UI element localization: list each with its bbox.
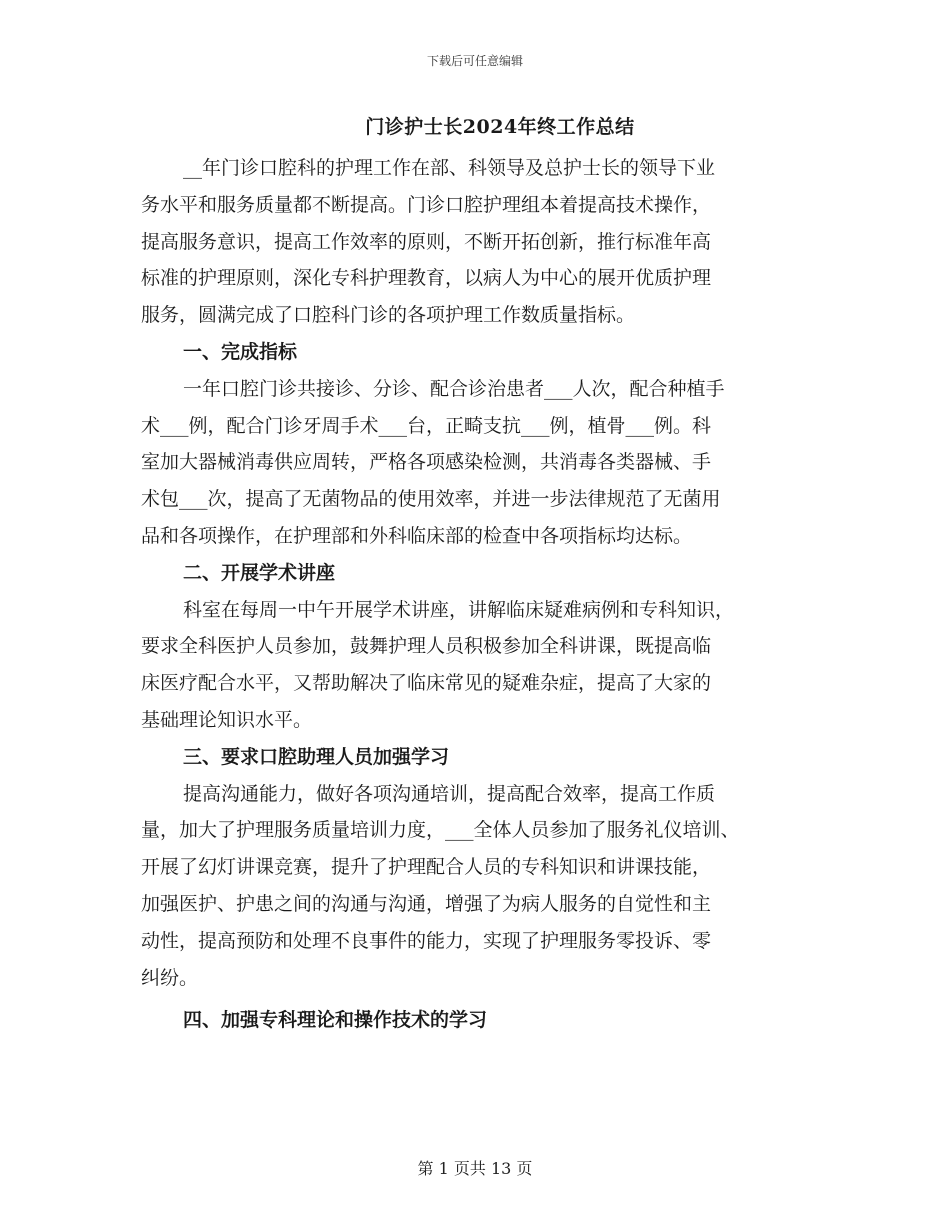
section-1-line: 术包___次，提高了无菌物品的使用效率，并进一步法律规范了无菌用 [141,488,721,511]
section-2-line: 基础理论知识水平。 [141,708,313,731]
page-number: 第 1 页共 13 页 [417,1159,533,1178]
section-3-line: 动性，提高预防和处理不良事件的能力，实现了护理服务零投诉、零 [141,929,712,952]
section-2-line: 要求全科医护人员参加，鼓舞护理人员积极参加全科讲课，既提高临 [141,635,712,658]
section-heading-3: 三、要求口腔助理人员加强学习 [183,745,450,768]
section-3-line: 提高沟通能力，做好各项沟通培训，提高配合效率，提高工作质 [183,782,716,805]
section-3-line: 纠纷。 [141,966,199,989]
section-1-line: 品和各项操作，在护理部和外科临床部的检查中各项指标均达标。 [141,524,693,547]
document-body [141,150,813,1039]
section-heading-2: 二、开展学术讲座 [183,561,336,584]
section-heading-4: 四、加强专科理论和操作技术的学习 [183,1009,488,1032]
section-3-line: 量，加大了护理服务质量培训力度，___全体人员参加了服务礼仪培训、 [141,819,740,842]
section-3-line: 加强医护、护患之间的沟通与沟通，增强了为病人服务的自觉性和主 [141,892,712,915]
intro-line: 标准的护理原则，深化专科护理教育，以病人为中心的展开优质护理 [141,267,712,290]
section-3-line: 开展了幻灯讲课竞赛，提升了护理配合人员的专科知识和讲课技能， [141,856,712,879]
page-header-note: 下载后可任意编辑 [426,54,523,68]
section-2-line: 科室在每周一中午开展学术讲座，讲解临床疑难病例和专科知识， [183,598,735,621]
section-2-line: 床医疗配合水平，又帮助解决了临床常见的疑难杂症，提高了大家的 [141,672,712,695]
section-1-line: 室加大器械消毒供应周转，严格各项感染检测，共消毒各类器械、手 [141,451,712,474]
section-heading-1: 一、完成指标 [183,340,298,363]
intro-line: 务水平和服务质量都不断提高。门诊口腔护理组本着提高技术操作， [141,193,712,216]
intro-line: 服务，圆满完成了口腔科门诊的各项护理工作数质量指标。 [141,304,636,327]
section-1-line: 一年口腔门诊共接诊、分诊、配合诊治患者___人次，配合种植手 [183,377,725,400]
intro-line: 提高服务意识，提高工作效率的原则，不断开拓创新，推行标准年高 [141,230,712,253]
section-1-line: 术___例，配合门诊牙周手术___台，正畸支抗___例，植骨___例。科 [141,414,712,437]
intro-line: __年门诊口腔科的护理工作在部、科领导及总护士长的领导下业 [183,157,716,179]
document-title: 门诊护士长2024年终工作总结 [365,116,635,138]
